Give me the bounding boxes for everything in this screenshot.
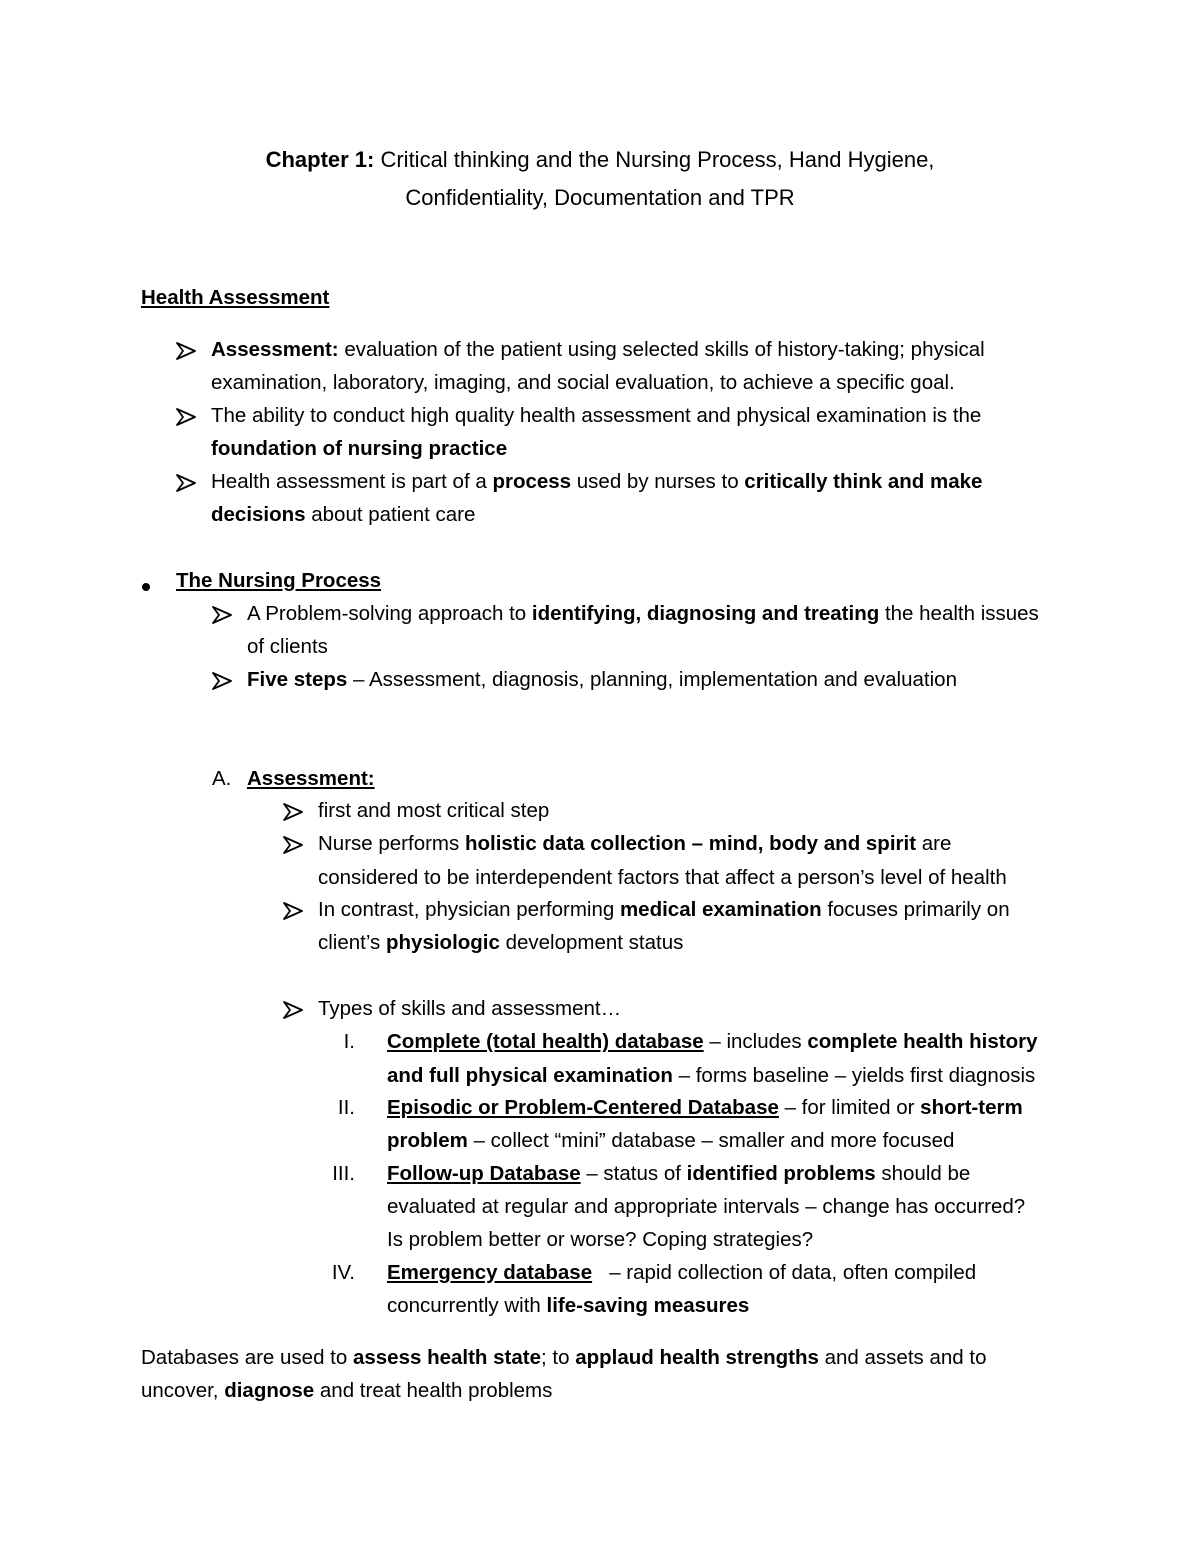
as-b2-t2: are	[916, 832, 952, 855]
type-2-line-2	[387, 1131, 954, 1152]
as-bullet-1: first and most critical step	[318, 799, 550, 822]
type-4-line-2	[387, 1296, 749, 1317]
as-b3-bold: medical examination	[619, 898, 822, 921]
np-b2-bold: Five steps	[247, 668, 348, 691]
closing-t1: Databases are used to	[141, 1346, 353, 1369]
type-4-l2-t1: concurrently with	[387, 1294, 547, 1317]
arrow-bullet-icon	[176, 408, 196, 426]
np-b1-bold: identifying, diagnosing and treating	[531, 602, 880, 625]
ha-bullet-1-line-1	[211, 340, 985, 361]
type-3-bold1: identified problems	[686, 1162, 876, 1185]
type-3-line-1	[387, 1164, 970, 1185]
type-numeral: I.	[343, 1030, 355, 1053]
chapter-label: Chapter 1:	[265, 147, 375, 172]
type-3-t2: should be	[875, 1162, 971, 1185]
ha-bullet-2-line-2: foundation of nursing practice	[211, 437, 508, 460]
dot-bullet-icon	[141, 576, 151, 597]
ha-bullet-1-line-2: examination, laboratory, imaging, and social evaluation, to achieve a specific goal.	[211, 371, 955, 394]
arrow-bullet-icon	[176, 342, 196, 360]
type-1-title: Complete (total health) database	[387, 1030, 704, 1053]
arrow-bullet-icon	[283, 1001, 303, 1019]
np-bullet-1-line-2: of clients	[247, 635, 328, 658]
page-title-line-1	[0, 149, 1200, 171]
type-4-title: Emergency database	[387, 1261, 593, 1284]
as-bullet-4: Types of skills and assessment…	[318, 997, 622, 1020]
closing-l2-t1: uncover,	[141, 1379, 225, 1402]
closing-b1: assess health state	[352, 1346, 541, 1369]
closing-t3: and assets and to	[818, 1346, 987, 1369]
as-bullet-3-line-2	[318, 933, 683, 954]
arrow-bullet-icon	[283, 902, 303, 920]
np-b2-text: – Assessment, diagnosis, planning, implementation and evaluation	[347, 668, 957, 691]
ha-b1-text: evaluation of the patient using selected skills of history-taking; physical	[338, 338, 985, 361]
closing-l2-b1: diagnose	[224, 1379, 315, 1402]
type-1-bold1: complete health history	[807, 1030, 1038, 1053]
type-numeral: II.	[337, 1096, 355, 1119]
arrow-bullet-icon	[176, 474, 196, 492]
as-bullet-2-line-2: considered to be interdependent factors that affect a person’s level of health	[318, 866, 1007, 889]
type-1-line-1	[387, 1032, 1037, 1053]
ha-b3-b1: process	[492, 470, 572, 493]
type-1-l2-bold: and full physical examination	[387, 1064, 673, 1087]
np-bullet-1-line-1	[247, 604, 1039, 625]
ha-b3-t2: used by nurses to	[571, 470, 745, 493]
ha-b3-l2-b: decisions	[211, 503, 306, 526]
type-4-t1: – rapid collection of data, often compiled	[592, 1261, 977, 1284]
assessment-heading: Assessment:	[247, 767, 375, 790]
as-b3-l2-t2: development status	[499, 931, 684, 954]
closing-t2: ; to	[541, 1346, 576, 1369]
type-1-line-2	[387, 1066, 1035, 1087]
type-3-title: Follow-up Database	[387, 1162, 581, 1185]
health-assessment-heading: Health Assessment	[141, 286, 330, 309]
closing-line-1	[141, 1348, 986, 1369]
section-letter: A.	[212, 767, 232, 790]
page-title-line-2	[0, 187, 1200, 209]
as-b3-t1: In contrast, physician performing	[318, 898, 620, 921]
type-numeral: IV.	[331, 1261, 355, 1284]
type-2-l2-bold: problem	[387, 1129, 468, 1152]
type-2-title: Episodic or Problem-Centered Database	[387, 1096, 779, 1119]
closing-line-2	[141, 1381, 552, 1402]
np-b1-t2: the health issues	[879, 602, 1039, 625]
arrow-bullet-icon	[283, 803, 303, 821]
ha-b3-t1: Health assessment is part of a	[211, 470, 493, 493]
ha-b3-l2-t: about patient care	[305, 503, 476, 526]
type-3-t1: – status of	[580, 1162, 687, 1185]
as-b3-l2-t1: client’s	[318, 931, 386, 954]
ha-bullet-3-line-1	[211, 472, 982, 493]
type-2-line-1	[387, 1098, 1023, 1119]
as-b2-bold: holistic data collection – mind, body and spirit	[464, 832, 917, 855]
np-b1-t1: A Problem-solving approach to	[247, 602, 532, 625]
type-1-l2-text: – forms baseline – yields first diagnosis	[672, 1064, 1036, 1087]
assessment-term: Assessment:	[211, 338, 339, 361]
type-2-l2-text: – collect “mini” database – smaller and more focused	[467, 1129, 955, 1152]
type-4-line-1	[387, 1263, 976, 1284]
arrow-bullet-icon	[212, 606, 232, 624]
type-2-bold1: short-term	[920, 1096, 1023, 1119]
as-bullet-2-line-1	[318, 834, 951, 855]
type-3-line-3: Is problem better or worse? Coping strategies?	[387, 1228, 814, 1251]
type-3-line-2: evaluated at regular and appropriate intervals – change has occurred?	[387, 1195, 1026, 1218]
type-1-t1: – includes	[703, 1030, 808, 1053]
title-text-2: Confidentiality, Documentation and TPR	[405, 185, 795, 210]
as-bullet-3-line-1	[318, 900, 1010, 921]
as-b3-l2-bold: physiologic	[386, 931, 500, 954]
ha-bullet-3-line-2	[211, 505, 475, 526]
title-text-1: Critical thinking and the Nursing Process, Hand Hygiene,	[374, 147, 935, 172]
closing-b2: applaud health strengths	[575, 1346, 819, 1369]
ha-b3-b2: critically think and make	[744, 470, 983, 493]
type-numeral: III.	[332, 1162, 355, 1185]
nursing-process-heading: The Nursing Process	[176, 569, 382, 592]
arrow-bullet-icon	[283, 836, 303, 854]
arrow-bullet-icon	[212, 672, 232, 690]
as-b3-t2: focuses primarily on	[821, 898, 1010, 921]
closing-l2-t2: and treat health problems	[314, 1379, 553, 1402]
np-bullet-2	[247, 670, 957, 691]
ha-bullet-2-line-1: The ability to conduct high quality health assessment and physical examination is the	[211, 404, 982, 427]
type-4-l2-bold: life-saving measures	[546, 1294, 750, 1317]
type-2-t1: – for limited or	[778, 1096, 921, 1119]
as-b2-t1: Nurse performs	[318, 832, 465, 855]
